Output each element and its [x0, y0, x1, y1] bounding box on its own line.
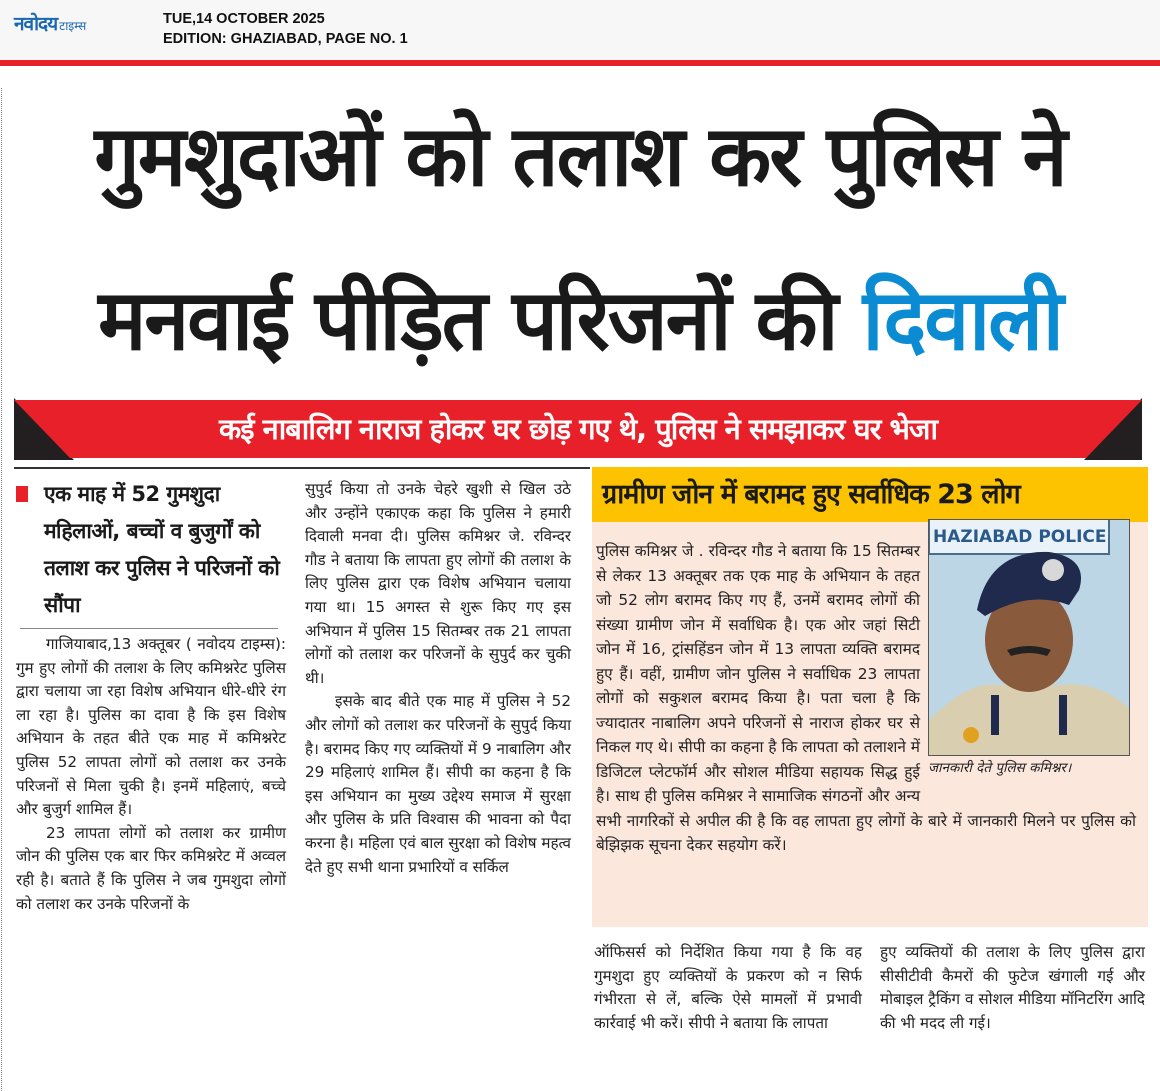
photo-illustration [929, 520, 1130, 756]
issue-date: TUE,14 OCTOBER 2025 [163, 11, 325, 27]
navodaya-times-logo[interactable] [14, 10, 86, 36]
dateline [163, 9, 408, 49]
sidebar-box-header [592, 467, 1148, 522]
edition-info: EDITION: GHAZIABAD, PAGE NO. 1 [163, 31, 408, 47]
police-commissioner-photo[interactable] [928, 519, 1130, 756]
subheadline-banner [14, 398, 1142, 460]
photo-caption: जानकारी देते पुलिस कमिश्नर। [928, 760, 1072, 776]
subhead-divider [20, 628, 278, 629]
headline-line-2 [23, 260, 1137, 380]
paragraph: ऑफिसर्स को निर्देशित किया गया है कि वह गुमशुदा हुए व्यक्तियों के प्रकरण को न सिर्फ गंभीरता से लें, बल्कि ऐसे मामलों में प्रभावी कार्रवाई भी करें। सीपी ने बताया कि लापता [594, 943, 862, 1032]
headline-line-2-main: मनवाई पीड़ित परिजनों की [98, 271, 863, 369]
paragraph: गाजियाबाद,13 अक्तूबर ( नवोदय टाइम्स): गुम हुए लोगों की तलाश के लिए कमिश्नरेट पुलिस द्वारा चलाया जा रहा विशेष अभियान धीरे-धीरे रंग ला रहा है। पुलिस का दावा है कि इस विशेष अभियान के तहत बीते एक माह में कमिश्नरेट पुलिस 52 लापता लोगों को तलाश कर उनके परिजनों से मिला चुकी है। इनमें महिलाएं, बच्चे और बुजुर्ग शामिल हैं। [16, 635, 286, 819]
signboard-text: HAZIABAD POLICE [933, 527, 1107, 547]
article-column-4 [880, 941, 1145, 1035]
sidebar-box-body [596, 527, 1136, 858]
photo-figure [928, 519, 1136, 789]
article-column-2 [305, 478, 571, 879]
section-rule [14, 467, 590, 469]
masthead [0, 0, 1160, 60]
red-square-bullet-icon [16, 486, 28, 502]
sidebar-box-title: ग्रामीण जोन में बरामद हुए सर्वाधिक 23 लोग [602, 479, 1020, 510]
paragraph: सुपुर्द किया तो उनके चेहरे खुशी से खिल उठे और उन्होंने एकाएक कहा कि पुलिस ने हमारी दिवाली मनवा दी। पुलिस कमिश्नर जे. रविन्दर गौड ने बताया कि लापता हुए लोगों की तलाश के लिए पुलिस द्वारा एक विशेष अभियान चलाया गया था। 15 अगस्त से शुरू किए गए इस अभियान में पुलिस 15 सितम्बर तक 21 लापता लोगों को तलाश कर परिजनों के सुपुर्द कर चुकी थी। [305, 480, 571, 687]
subheadline-text: कई नाबालिग नाराज होकर घर छोड़ गए थे, पुलिस ने समझाकर घर भेजा [219, 412, 937, 446]
emblem [963, 727, 979, 743]
headline-line-1: गुमशुदाओं को तलाश कर पुलिस ने [94, 107, 1066, 205]
headline-highlight-word: दिवाली [862, 271, 1062, 369]
paragraph: हुए व्यक्तियों की तलाश के लिए पुलिस द्वारा सीसीटीवी कैमरों की फुटेज खंगाली गई और मोबाइल ट्रैकिंग व सोशल मीडिया मॉनिटरिंग आदि की भी मदद ली गई। [880, 943, 1145, 1032]
paragraph: 23 लापता लोगों को तलाश कर ग्रामीण जोन की पुलिस एक बार फिर कमिश्नरेट में अव्वल रही है। बताते हैं कि पुलिस ने जब गुमशुदा लोगों को तलाश कर उनके परिजनों के [16, 823, 286, 913]
sidebar-box-text: पुलिस कमिश्नर जे . रविन्दर गौड ने बताया कि 15 सितम्बर से लेकर 13 अक्तूबर तक एक माह के अभियान के तहत जो 52 लोग बरामद किए गए हैं, उनमें बरामद लोगों की संख्या ग्रामीण जोन में सर्वाधिक है। एक ओर जहां सिटी जोन में 16, ट्रांसहिंडन जोन में 13 लापता व्यक्ति बरामद हुए हैं। वहीं, ग्रामीण जोन पुलिस ने सर्वाधिक 23 लापता लोगों को सकुशल बरामद किया है। पता चला है कि ज्यादातर नाबालिग अपने परिजनों से नाराज होकर घर से निकल गए थे। सीपी का कहना है कि लापता को तलाशने में डिजिटल प्लेटफॉर्म और सोशल मीडिया सहायक सिद्ध हुई है। साथ ही पुलिस कमिश्नर ने सामाजिक संगठनों और अन्य सभी नागरिकों से अपील की है कि वह लापता हुए लोगों के बारे में जानकारी मिलने पर पुलिस को बेझिझक सूचना देकर सहयोग करें। [596, 542, 1136, 854]
article-column-1 [16, 476, 286, 916]
cap-badge [1042, 559, 1064, 581]
logo-main-text: नवोदय [14, 13, 58, 35]
article-subhead-text: एक माह में 52 गुमशुदा महिलाओं, बच्चों व बुजुर्गों को तलाश कर पुलिस ने परिजनों को सौंपा [44, 482, 280, 617]
paragraph: इसके बाद बीते एक माह में पुलिस ने 52 और लोगों को तलाश कर परिजनों के सुपुर्द किया है। बरामद किए गए व्यक्तियों में 9 नाबालिग और 29 महिलाएं शामिल हैं। सीपी का कहना है कि इस अभियान का मुख्य उद्देश्य समाज में सुरक्षा और पुलिस के प्रति विश्वास की भावना को पैदा करना है। महिला एवं बाल सुरक्षा को विशेष महत्व देते हुए सभी थाना प्रभारियों व सर्किल [305, 692, 571, 876]
article-subhead [16, 476, 286, 624]
sidebar-box [592, 467, 1148, 927]
page-edge-dotted-border [1, 88, 2, 1091]
article-column-3 [594, 941, 862, 1035]
logo-sub-text: टाइम्स [59, 19, 87, 33]
masthead-divider [0, 60, 1160, 66]
